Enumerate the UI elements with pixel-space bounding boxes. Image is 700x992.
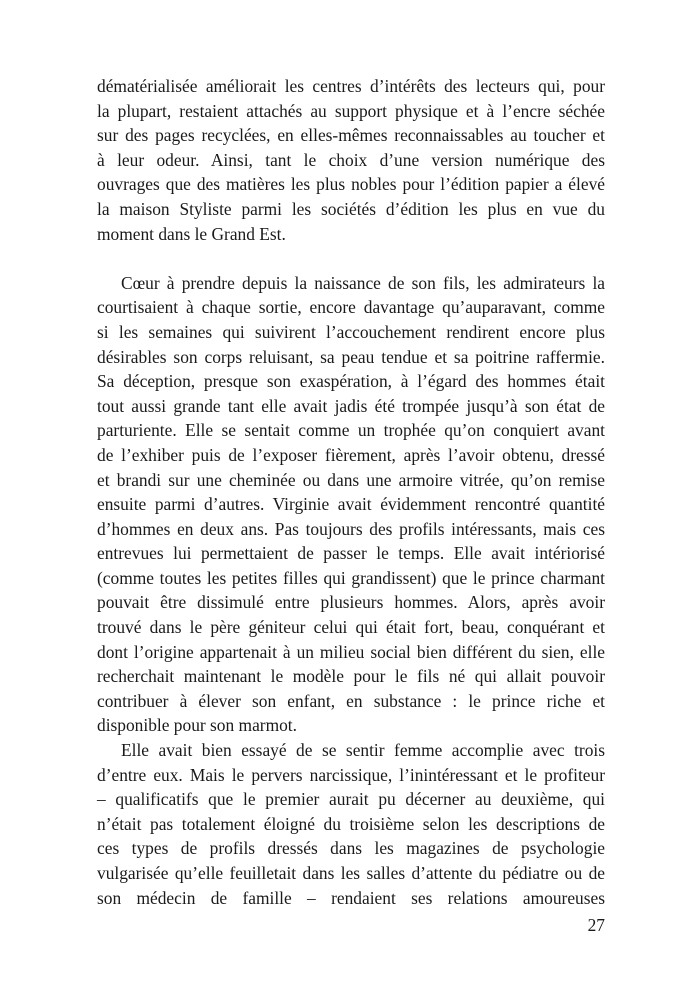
text-line: si les semaines qui suivirent l’accouchement rendirent encore plus: [97, 321, 605, 342]
text-line: de l’exhiber puis de l’exposer fièrement, après l’avoir obtenu, dressé: [97, 444, 605, 465]
paragraph: [97, 271, 605, 738]
body-text: [97, 74, 605, 910]
text-line: et brandi sur une cheminée ou dans une armoire vitrée, qu’on remise: [97, 469, 605, 490]
text-line: n’était pas totalement éloigné du troisième selon les descriptions de: [97, 813, 605, 834]
text-line: d’entre eux. Mais le pervers narcissique, l’inintéressant et le profiteur: [97, 764, 605, 785]
text-line: courtisaient à chaque sortie, encore davantage qu’auparavant, comme: [97, 297, 605, 318]
text-line: recherchait maintenant le modèle pour le fils né qui allait pouvoir: [97, 666, 605, 687]
text-line: à leur odeur. Ainsi, tant le choix d’une version numérique des: [97, 149, 605, 170]
text-line: la maison Styliste parmi les sociétés d’édition les plus en vue du: [97, 198, 605, 219]
text-line: la plupart, restaient attachés au support physique et à l’encre séchée: [97, 100, 605, 121]
text-line: pouvait être dissimulé entre plusieurs hommes. Alors, après avoir: [97, 592, 605, 613]
text-line: Cœur à prendre depuis la naissance de son fils, les admirateurs la: [121, 272, 605, 293]
text-line: d’hommes en deux ans. Pas toujours des profils intéressants, mais ces: [97, 518, 605, 539]
text-line: trouvé dans le père géniteur celui qui était fort, beau, conquérant et: [97, 617, 605, 638]
text-line: dématérialisée améliorait les centres d’intérêts des lecteurs qui, pour: [97, 76, 605, 96]
text-line: disponible pour son marmot.: [97, 715, 297, 736]
text-line: moment dans le Grand Est.: [97, 223, 286, 244]
text-line: désirables son corps reluisant, sa peau tendue et sa poitrine raffermie.: [97, 346, 605, 367]
text-line: vulgarisée qu’elle feuilletait dans les salles d’attente du pédiatre ou de: [97, 863, 605, 883]
text-line: (comme toutes les petites filles qui grandissent) que le prince charmant: [97, 567, 605, 588]
page-number: 27: [587, 915, 605, 935]
text-line: ces types de profils dressés dans les magazines de psychologie: [97, 838, 605, 859]
text-line: Elle avait bien essayé de se sentir femme accomplie avec trois: [121, 740, 605, 761]
text-line: dont l’origine appartenait à un milieu social bien différent du sien, elle: [97, 641, 605, 662]
paragraph-gap: [97, 246, 605, 271]
text-line: entrevues lui permettaient de passer le temps. Elle avait intériorisé: [97, 543, 605, 564]
text-line: tout aussi grande tant elle avait jadis été trompée jusqu’à son état de: [97, 395, 605, 416]
text-line: contribuer à élever son enfant, en substance : le prince riche et: [97, 690, 605, 711]
text-line: sur des pages recyclées, en elles-mêmes reconnaissables au toucher et: [97, 125, 605, 146]
paragraph: [97, 74, 605, 246]
text-line: son médecin de famille – rendaient ses relations amoureuses: [97, 887, 605, 908]
text-line: – qualificatifs que le premier aurait pu décerner au deuxième, qui: [97, 789, 605, 810]
text-line: parturiente. Elle se sentait comme un trophée qu’on conquiert avant: [97, 420, 605, 441]
text-line: ouvrages que des matières les plus nobles pour l’édition papier a élevé: [97, 174, 605, 195]
text-line: ensuite parmi d’autres. Virginie avait évidemment rencontré quantité: [97, 494, 605, 515]
text-line: Sa déception, presque son exaspération, à l’égard des hommes était: [97, 371, 605, 392]
paragraph: [97, 738, 605, 910]
